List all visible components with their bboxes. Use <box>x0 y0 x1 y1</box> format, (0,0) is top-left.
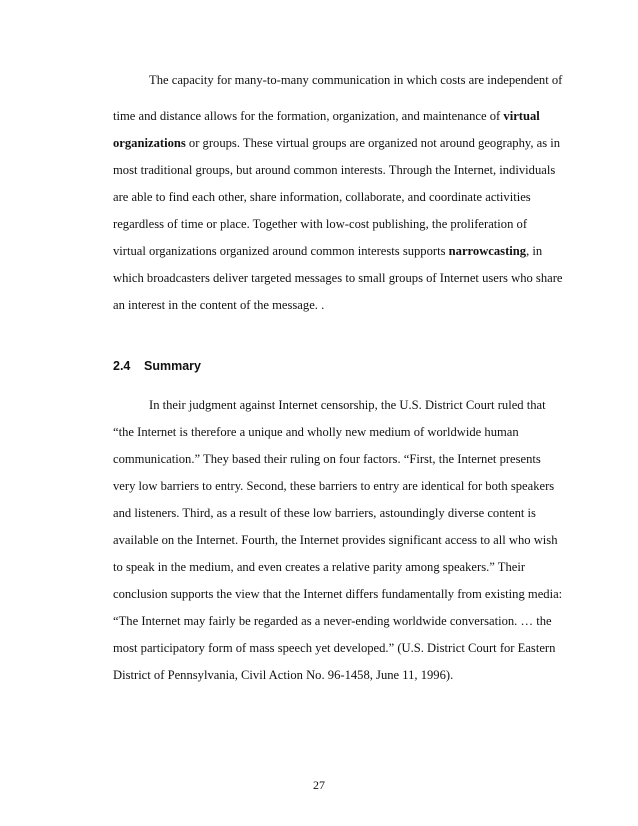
paragraph-1-line-3 <box>113 135 560 151</box>
bold-term-virtual: virtual <box>503 109 540 123</box>
paragraph-1-line-8: which broadcasters deliver targeted messages to small groups of Internet users who share <box>113 271 563 285</box>
paragraph-2-line-7: to speak in the medium, and even creates a relative parity among speakers.” Their <box>113 560 526 574</box>
paragraph-2-line-1: In their judgment against Internet censorship, the U.S. District Court ruled that <box>149 398 546 412</box>
paragraph-2-line-5: and listeners. Third, as a result of these low barriers, astoundingly diverse content is <box>113 506 536 520</box>
section-heading <box>113 358 201 374</box>
paragraph-2-line-11: District of Pennsylvania, Civil Action No. 96-1458, June 11, 1996). <box>113 668 454 682</box>
paragraph-2-line-4: very low barriers to entry. Second, these barriers to entry are identical for both speakers <box>113 479 555 493</box>
paragraph-1-line-6: regardless of time or place. Together with low-cost publishing, the proliferation of <box>113 217 528 231</box>
paragraph-2-line-8: conclusion supports the view that the Internet differs fundamentally from existing media: <box>113 587 563 601</box>
paragraph-2-line-2: “the Internet is therefore a unique and wholly new medium of worldwide human <box>113 425 519 439</box>
paragraph-1-line-9: an interest in the content of the message. . <box>113 298 325 312</box>
paragraph-2-line-6: available on the Internet. Fourth, the Internet provides significant access to all who wish <box>113 533 558 547</box>
paragraph-1-line-7 <box>113 243 542 259</box>
paragraph-1-line-5: are able to find each other, share information, collaborate, and coordinate activities <box>113 190 531 204</box>
paragraph-1-line-1: The capacity for many-to-many communication in which costs are independent of <box>149 73 563 87</box>
paragraph-2-line-9: “The Internet may fairly be regarded as a never-ending worldwide conversation. … the <box>113 614 552 628</box>
page-number: 27 <box>313 778 325 792</box>
paragraph-1-line-2 <box>113 108 540 124</box>
text-run: virtual organizations organized around common interests supports <box>113 244 449 258</box>
paragraph-2-line-3: communication.” They based their ruling on four factors. “First, the Internet presents <box>113 452 541 466</box>
text-run: or groups. These virtual groups are organized not around geography, as in <box>185 136 561 150</box>
paragraph-1-line-4: most traditional groups, but around common interests. Through the Internet, individuals <box>113 163 556 177</box>
bold-term-narrowcasting: narrowcasting <box>448 244 527 258</box>
text-run: , in <box>526 244 543 258</box>
paragraph-2-line-10: most participatory form of mass speech yet developed.” (U.S. District Court for Eastern <box>113 641 556 655</box>
text-run: time and distance allows for the formation, organization, and maintenance of <box>113 109 504 123</box>
section-number: 2.4 <box>113 359 131 373</box>
section-title: Summary <box>144 359 201 373</box>
bold-term-organizations: organizations <box>113 136 186 150</box>
